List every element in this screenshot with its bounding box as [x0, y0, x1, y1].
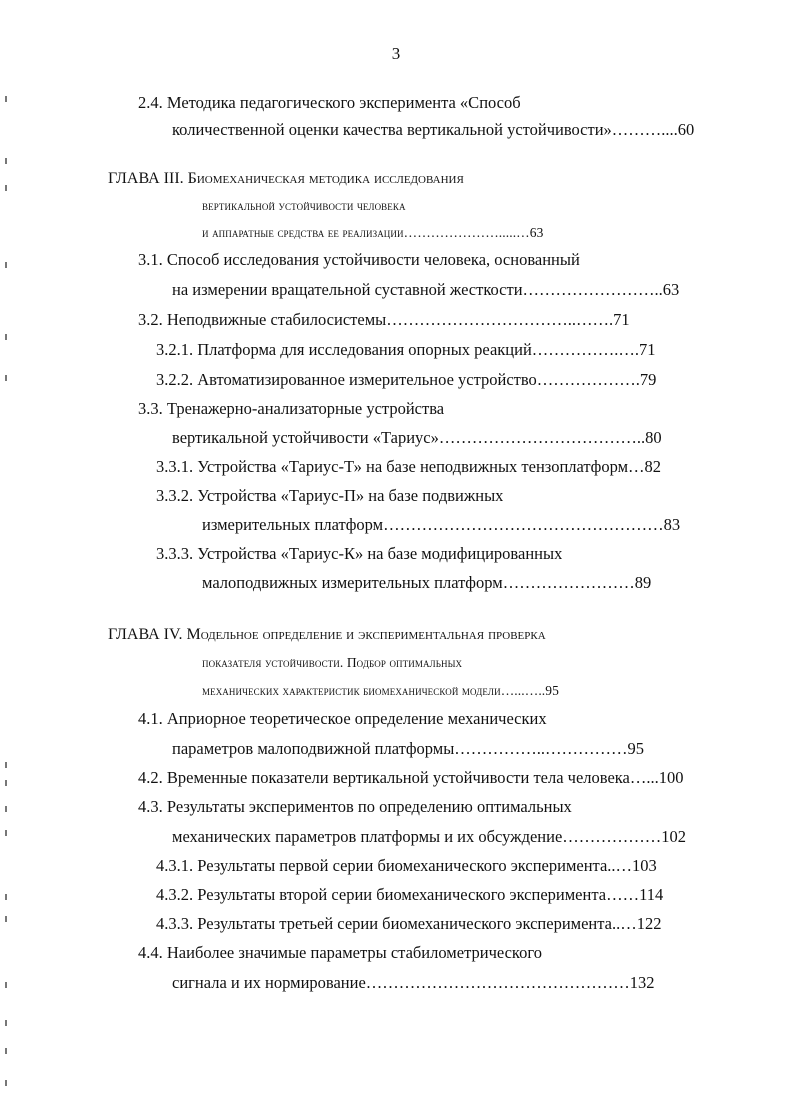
toc-entry-4-3-1: 4.3.1. Результаты первой серии биомеханического эксперимента..…103 [156, 856, 657, 875]
toc-entry-3-3-1: 3.3.1. Устройства «Тариус-Т» на базе неподвижных тензоплатформ…82 [156, 457, 662, 476]
scan-margin-marks [5, 0, 11, 1095]
page-number: 3 [391, 44, 401, 63]
chapter-3-title-line1: Биомеханическая методика исследования [187, 170, 464, 187]
scan-mark [5, 262, 7, 268]
toc-entry-3-3-3-line2: малоподвижных измерительных платформ……………………89 [202, 573, 652, 592]
toc-entry-4-3-2: 4.3.2. Результаты второй серии биомеханического эксперимента……114 [156, 885, 664, 904]
toc-entry-4-4-line2: сигнала и их нормирование…………………………………………132 [172, 973, 655, 992]
toc-entry-4-3-line1: 4.3. Результаты экспериментов по определению оптимальных [138, 797, 572, 816]
chapter-3-title-line2: вертикальной устойчивости человека [202, 198, 406, 213]
toc-entry-4-1-line2: параметров малоподвижной платформы……………..……………95 [172, 739, 645, 758]
scan-mark [5, 806, 7, 812]
toc-entry-3-3-line1: 3.3. Тренажерно-анализаторные устройства [138, 399, 445, 418]
scan-mark [5, 830, 7, 836]
chapter-4-heading [108, 624, 546, 646]
chapter-3-number: ГЛАВА III. [108, 170, 184, 187]
chapter-4-title-line2: показателя устойчивости. Подбор оптимальных [202, 655, 463, 670]
chapter-4-title-line1: Модельное определение и экспериментальная проверка [186, 626, 546, 643]
scan-mark [5, 916, 7, 922]
toc-entry-4-1-line1: 4.1. Априорное теоретическое определение механических [138, 709, 547, 728]
toc-entry-3-3-3-line1: 3.3.3. Устройства «Тариус-К» на базе модифицированных [156, 544, 563, 563]
scan-mark [5, 982, 7, 988]
scan-mark [5, 158, 7, 164]
scan-mark [5, 334, 7, 340]
scan-mark [5, 1048, 7, 1054]
chapter-4-title-line3: механических характеристик биомеханической модели…...…..95 [202, 683, 559, 698]
toc-entry-3-3-2-line1: 3.3.2. Устройства «Тариус-П» на базе подвижных [156, 486, 504, 505]
toc-entry-3-1-line2: на измерении вращательной суставной жесткости……………………..63 [172, 280, 680, 299]
toc-entry-2-4-line2: количественной оценки качества вертикальной устойчивости»………....60 [172, 120, 695, 139]
toc-entry-4-4-line1: 4.4. Наиболее значимые параметры стабилометрического [138, 943, 542, 962]
scan-mark [5, 1080, 7, 1086]
scan-mark [5, 96, 7, 102]
toc-entry-3-2-1: 3.2.1. Платформа для исследования опорных реакций…………….….71 [156, 340, 656, 359]
scan-mark [5, 780, 7, 786]
toc-entry-3-3-line2: вертикальной устойчивости «Тариус»………………………………..80 [172, 428, 662, 447]
toc-entry-3-1-line1: 3.1. Способ исследования устойчивости человека, основанный [138, 250, 580, 269]
toc-entry-4-3-line2: механических параметров платформы и их обсуждение………………102 [172, 827, 687, 846]
chapter-4-number: ГЛАВА IV. [108, 626, 183, 643]
scan-mark [5, 185, 7, 191]
chapter-3-title-line3: и аппаратные средства ее реализации………………….....…63 [202, 225, 544, 240]
toc-entry-4-3-3: 4.3.3. Результаты третьей серии биомеханического эксперимента..…122 [156, 914, 662, 933]
toc-entry-2-4-line1: 2.4. Методика педагогического эксперимента «Способ [138, 93, 521, 112]
toc-entry-3-2: 3.2. Неподвижные стабилосистемы……………………………..…….71 [138, 310, 630, 329]
scan-mark [5, 894, 7, 900]
toc-entry-4-2: 4.2. Временные показатели вертикальной устойчивости тела человека…...100 [138, 768, 684, 787]
scan-mark [5, 762, 7, 768]
scan-mark [5, 1020, 7, 1026]
toc-entry-3-2-2: 3.2.2. Автоматизированное измерительное устройство……………….79 [156, 370, 657, 389]
scan-mark [5, 375, 7, 381]
toc-entry-3-3-2-line2: измерительных платформ……………………………………………83 [202, 515, 681, 534]
chapter-3-heading [108, 168, 464, 190]
